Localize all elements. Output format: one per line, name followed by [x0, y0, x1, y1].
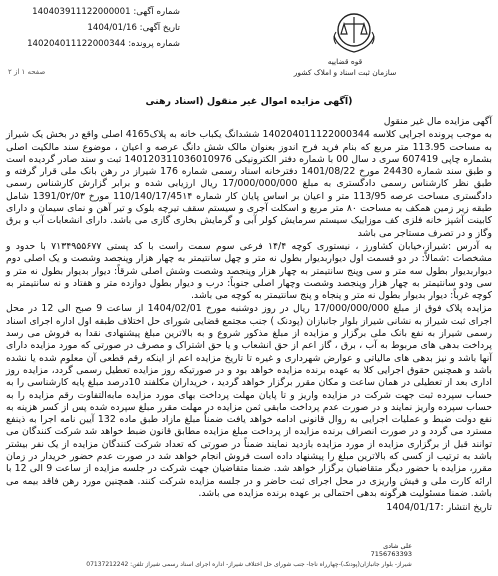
ad-date: تاریخ آگهی: 1404/01/16: [87, 23, 180, 33]
organization-name: [270, 56, 420, 78]
body-heading: آگهی مزایده مال غیر منقول: [383, 116, 492, 127]
page-indicator: صفحه ۱ از ۲: [8, 68, 46, 76]
document-title: (آگهی مزایده اموال غیر منقول (اسناد رهنی: [145, 96, 353, 107]
body-paragraph-address: به آدرس :شیراز،خیابان کشاورز ، نیستوری کوچه ۱۴/۴ فرعی سوم سمت راست با کد پستی ۷۱۳۴۹۵۵۶۷۷ با حدود و مشخصات :شمالاً: در دو قسمت اول دیواربدیوار بطول نه متر و چهل سانتیمتر به چهار هزار وپنجصد وشصت و یک اصلی دوم دیواربدیوار بطول سه متر و سی وپنج سانتیمتر به چهار هزار وپنجصد وشصت وشش اصلی شرقاً: دیوار بدیوار بطول نه متر و سی ودو سانتیمتر به چهار هزار وپنجصد وشصت وچهار اصلی جنوباً: درب و دیوار بطول دوازده متر و هفتاد و نه سانتیمتر به کوچه غرباً: دیوار بدیوار بطول نه متر و پنجاه و پنج سانتیمتر به کوچه می باشد.: [3, 240, 492, 302]
signatory-code: 7156763393: [370, 550, 412, 558]
body-paragraph-auction-terms: مزایده پلاک فوق از مبلغ 17/000/000/000 ریال در روز دوشنبه مورخ 1404/02/01 از ساعت 9 صبح الی 12 در محل اجرای ثبت شیراز به نشانی شیراز بلوار جانبازان (پودنک ) جنب مجتمع قضایی شورای حل اختلاف طبقه اول اداره اجرای اسناد رسمی شیراز به نفع بانک ملی برگزار و مزایده از مبلغ مذکور شروع و به بالاترین مبلغ پیشنهادی نقدا به فروش می رسد پرداخت بدهی های مربوط به آب ، برق ، گاز اعم از حق انشعاب و یا حق اشتراک و مصرف در صورتی که مورد مزایده دارای آنها باشد و نیز بدهی های مالیاتی و عوارض شهرداری و غیره تا تاریخ مزایده اعم از اینکه رقم قطعی آن معلوم شده یا نشده باشد و همچنین حقوق اجرایی کلا به عهده برنده مزایده خواهد بود و در صورتیکه روز مزایده تعطیل رسمی گردد، مزایده روز اداری بعد از تعطیلی در همان ساعت و مکان مقرر برگزار خواهد گردید ، خریداران مکلفند 10درصد مبلغ پایه کارشناسی را به حساب سپرده ثبت جهت شرکت در مزایده واریز و تا پایان مهلت پرداخت بهای مورد مزایده مابه‌التفاوت رقم مزایده را به حساب سپرده واریز نمایند و در صورت عدم پرداخت مابقی ثمن مزایده در مهلت مقرر مبلغ سپرده شده پس از کسر هزینه به نفع دولت ضبط و عملیات اجرایی به روال قانونی ادامه خواهد یافت ضمناً مبلغ مازاد طبق ماده 132 آیین نامه اجرا به ذینفع مسترد می گردد و در صورت انصراف برنده مزایده از پرداخت مبلغ مزایده مطابق قانون ضبط خواهد شد شرکت کنندگان می توانند قبل از برگزاری مزایده از مورد مزایده بازدید نمایند ضمناً در صورتی که تعداد شرکت کنندگان مزایده از یک نفر بیشتر باشد به ترتیب از کسی که بالاترین مبلغ را پیشنهاد داده است فروش انجام خواهد شد در صورت عدم حضور خریدار در زمان مقرر، مزایده با حضور دیگر متقاضیان برگزار خواهد شد. ضمنا متقاضیان جهت شرکت در جلسه مزایده از ساعت 9 الی 12 با ارائه کارت ملی و فیش واریزی در محل اجرای ثبت حاضر و در جلسه مزایده شرکت کنند. همچنین مورد رهن فاقد بیمه می باشد. ضمنا مسئولیت هرگونه بدهی احتمالی بر عهده برنده مزایده می باشد.: [3, 303, 493, 499]
publication-date: تاریخ انتشار :1404/01/17: [386, 502, 492, 514]
signatory-name: علی شادی: [383, 542, 412, 550]
file-number: شماره پرونده: 140204011122000344: [27, 39, 180, 49]
ad-number: شماره آگهی: 140403911122000001: [32, 7, 180, 17]
organization-line-1: قوه قضاییه: [327, 57, 363, 66]
body-paragraph-property: به موجب پرونده اجرایی کلاسه 140204011122000344 ششدانگ یکباب خانه به پلاک4165 اصلی واقع در بخش یک شیراز به مساحت 113.95 متر مربع که بنام فرید فرح اندوز بعنوان مالک شش دانگ عرصه و اعیان ، موضوع سند مالکیت اصلی بشماره چاپی 607419 سری د سال 00 با شماره دفتر الکترونیکی 140120311036010976 ثبت و سند صادر گردیده است و طبق سند شماره 24430 مورخ 1401/08/22 دفترخانه اسناد رسمی شماره 176 شیراز در رهن بانک ملی قرار گرفته و طبق نظر کارشناس رسمی دادگستری به مبلغ 17/000/000/000 ریال ارزیابی شده و برابر گزارش کارشناس رسمی دادگستری مساحت عرصه 113/95 متر و اعیان بر اساس پایان کار شماره 110/140/17/45۱۴ مورخ 1391/0۲/0۳ شامل طبقه زیر زمین همکف به مساحت ۸۰ متر مربع و اسکلت آجری و سیستم سقف تیرچه بلوک و تیر آهن و نمای سیمان و دارای کابینت آشپز خانه فلزی کف موزاییک سیستم سرمایش کولر آبی و گرمایش بخاری گازی می باشد. دارای انشعابات آب و برق وگاز و در تصرف مستاجر می باشد: [3, 129, 493, 239]
judiciary-emblem-icon: [322, 8, 386, 60]
document-body: [3, 116, 493, 516]
organization-line-2: سازمان ثبت اسناد و املاک کشور: [293, 68, 397, 77]
ad-metadata: [4, 4, 180, 52]
footer-address: شیراز- بلوار جانبازان(پودنک)-چهارراه ناجا- جنب شورای حل اختلاف شیراز- اداره اجرای اسناد رسمی شیراز تلفن: 07137212242: [86, 561, 412, 568]
document-page: [4, 4, 494, 570]
